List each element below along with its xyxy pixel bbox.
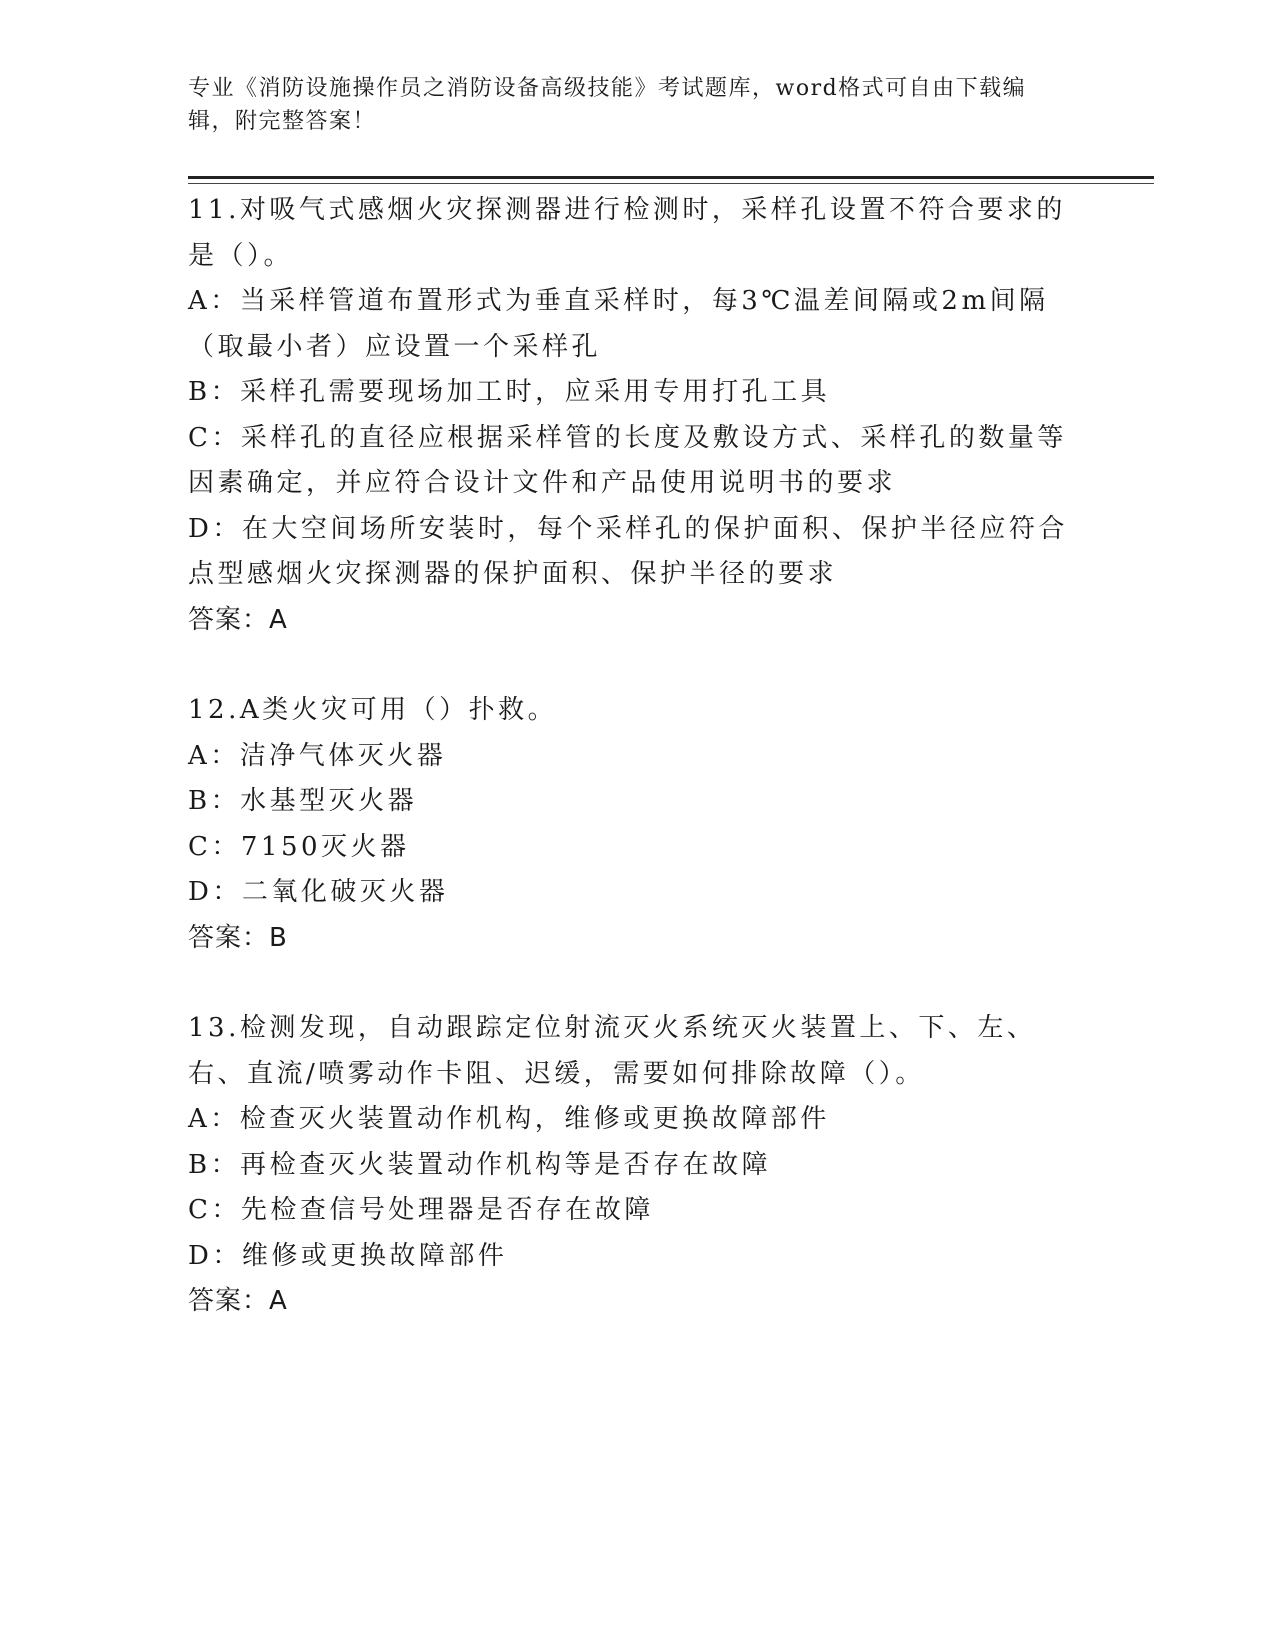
option-c: C：先检查信号处理器是否存在故障 — [188, 1195, 654, 1225]
option-a: A：洁净气体灭火器 — [188, 740, 447, 771]
option-c: C：7150灭火器 — [188, 831, 410, 862]
option-b: B：水基型灭火器 — [188, 786, 418, 816]
option-a: A：当采样管道布置形式为垂直采样时，每3℃温差间隔或2m间隔（取最小者）应设置一个采样孔 — [188, 286, 1049, 362]
option-c: C：采样孔的直径应根据采样管的长度及敷设方式、采样孔的数量等因素确定，并应符合设计文件和产品使用说明书的要求 — [188, 422, 1067, 498]
option-d: D：在大空间场所安装时，每个采样孔的保护面积、保护半径应符合点型感烟火灾探测器的保护面积、保护半径的要求 — [188, 513, 1068, 589]
option-d: D：二氧化破灭火器 — [188, 877, 449, 907]
answer-key: 答案：A — [188, 1286, 288, 1316]
question-13 — [188, 1006, 1088, 1325]
option-a: A：检查灭火装置动作机构，维修或更换故障部件 — [188, 1104, 830, 1134]
question-list — [188, 188, 1088, 1370]
question-12 — [188, 688, 1088, 961]
option-b: B：再检查灭火装置动作机构等是否存在故障 — [188, 1149, 772, 1180]
header-divider-thin — [188, 183, 1154, 184]
answer-key: 答案：B — [188, 922, 288, 953]
header-divider-thick — [188, 176, 1154, 179]
question-11 — [188, 188, 1088, 643]
document-intro: 专业《消防设施操作员之消防设备高级技能》考试题库，word格式可自由下载编辑，附完整答案！ — [188, 76, 1027, 134]
option-d: D：维修或更换故障部件 — [188, 1240, 508, 1271]
answer-key: 答案：A — [188, 604, 288, 635]
question-stem: 13.检测发现，自动跟踪定位射流灭火系统灭火装置上、下、左、右、直流/喷雾动作卡阻、迟缓，需要如何排除故障（）。 — [188, 1013, 1037, 1089]
option-b: B：采样孔需要现场加工时，应采用专用打孔工具 — [188, 377, 831, 407]
question-stem: 12.A类火灾可用（）扑救。 — [188, 695, 558, 725]
question-stem: 11.对吸气式感烟火灾探测器进行检测时，采样孔设置不符合要求的是（）。 — [188, 195, 1066, 271]
